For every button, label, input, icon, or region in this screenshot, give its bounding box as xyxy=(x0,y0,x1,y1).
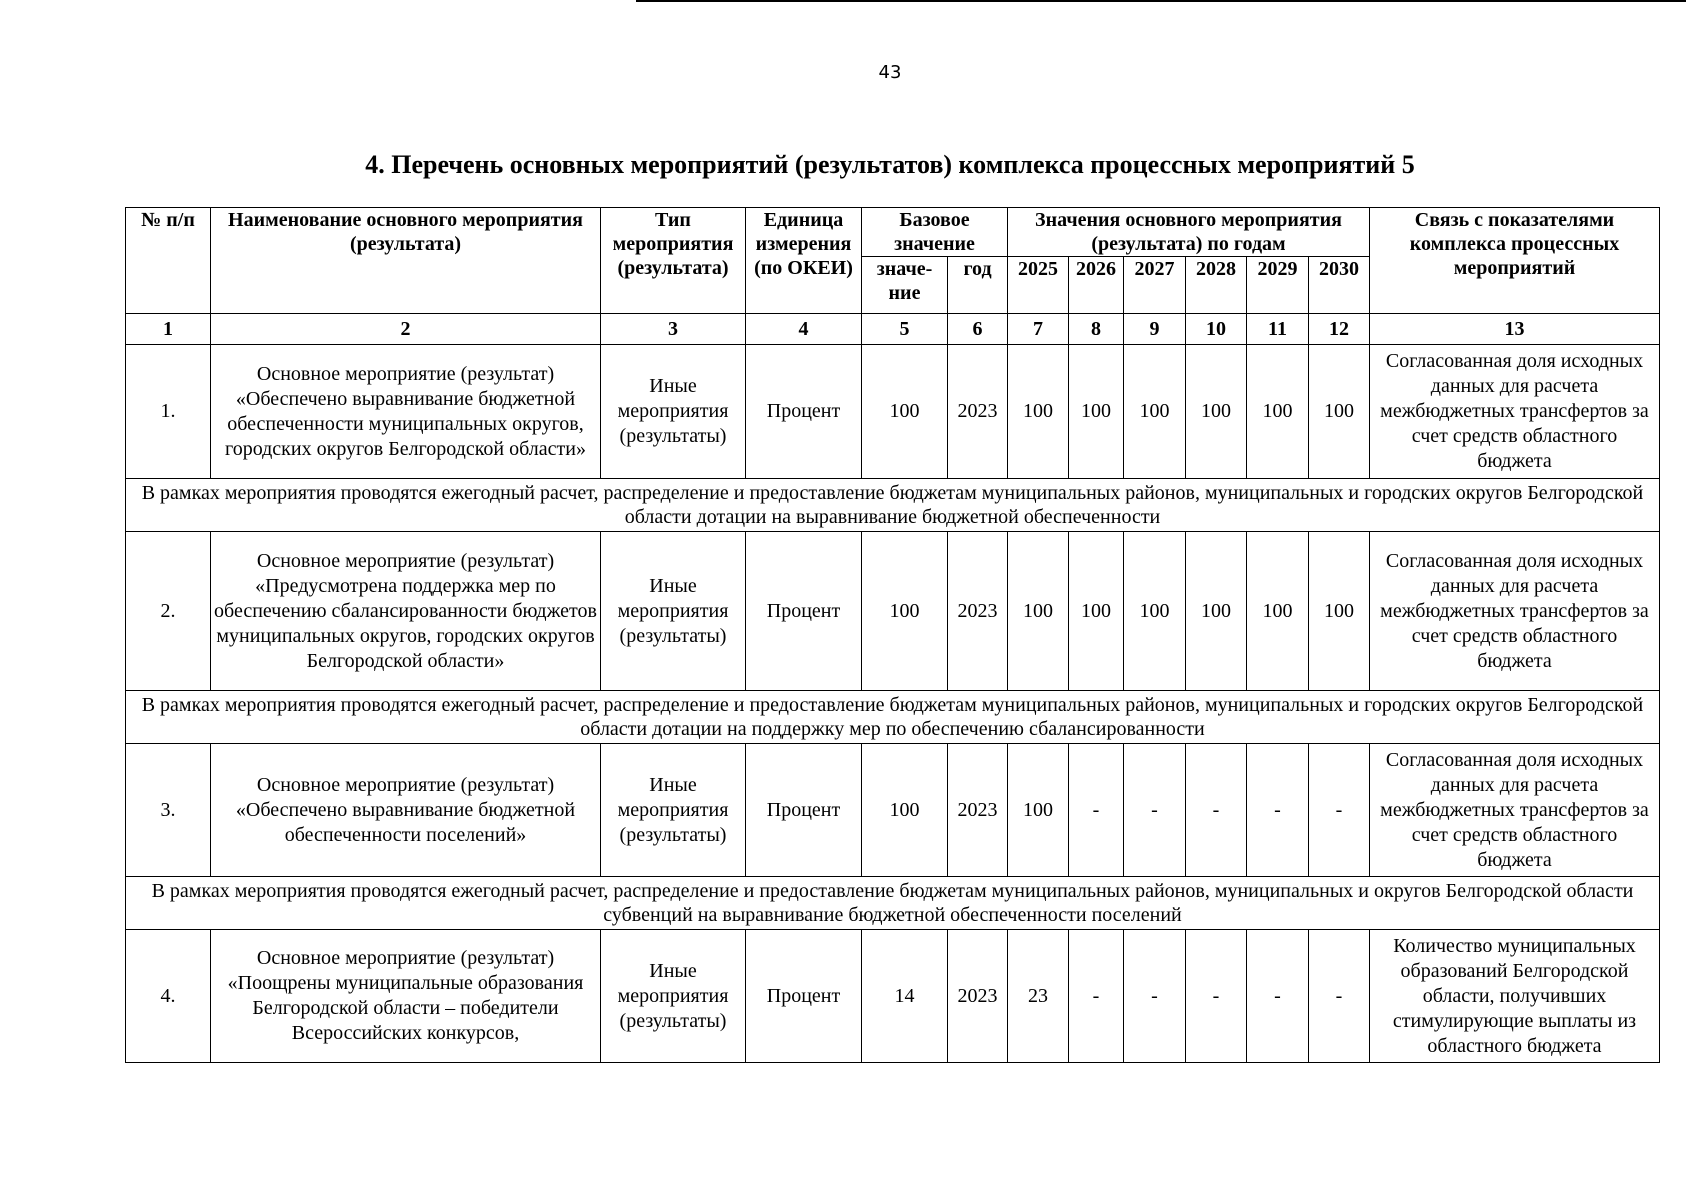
row-base-value: 100 xyxy=(862,345,948,479)
column-number: 9 xyxy=(1124,314,1186,345)
row-value-2028: 100 xyxy=(1186,345,1247,479)
header-year-2026: 2026 xyxy=(1069,257,1124,314)
header-name: Наименование основного мероприятия (результата) xyxy=(211,208,601,314)
header-values-by-year: Значения основного мероприятия (результата) по годам xyxy=(1008,208,1370,257)
row-value-2025: 23 xyxy=(1008,930,1069,1063)
row-type: Иные мероприятия (результаты) xyxy=(601,532,746,691)
row-description: В рамках мероприятия проводятся ежегодный расчет, распределение и предоставление бюджетам муниципальных районов, муниципальных и городских округов Белгородской области дотации на поддержку мер по обеспечению сбалансированности xyxy=(126,691,1660,744)
row-value-2026: - xyxy=(1069,744,1124,877)
row-type: Иные мероприятия (результаты) xyxy=(601,930,746,1063)
row-base-value: 100 xyxy=(862,532,948,691)
row-value-2025: 100 xyxy=(1008,744,1069,877)
column-number: 12 xyxy=(1309,314,1370,345)
column-number: 3 xyxy=(601,314,746,345)
row-value-2027: 100 xyxy=(1124,345,1186,479)
row-value-2030: 100 xyxy=(1309,532,1370,691)
row-value-2030: 100 xyxy=(1309,345,1370,479)
row-value-2030: - xyxy=(1309,930,1370,1063)
header-base-value: значе-ние xyxy=(862,257,948,314)
row-value-2026: 100 xyxy=(1069,345,1124,479)
row-value-2026: 100 xyxy=(1069,532,1124,691)
row-link: Согласованная доля исходных данных для расчета межбюджетных трансфертов за счет средств областного бюджета xyxy=(1370,532,1660,691)
row-num: 3. xyxy=(126,744,211,877)
top-rule xyxy=(636,0,1686,2)
column-number: 7 xyxy=(1008,314,1069,345)
row-type: Иные мероприятия (результаты) xyxy=(601,345,746,479)
row-base-year: 2023 xyxy=(948,532,1008,691)
description-row xyxy=(126,479,1660,532)
header-num: № п/п xyxy=(126,208,211,314)
row-value-2028: - xyxy=(1186,930,1247,1063)
row-unit: Процент xyxy=(746,345,862,479)
row-name: Основное мероприятие (результат) «Предусмотрена поддержка мер по обеспечению сбалансированности бюджетов муниципальных округов, городских округов Белгородской области» xyxy=(211,532,601,691)
row-base-value: 100 xyxy=(862,744,948,877)
row-value-2028: 100 xyxy=(1186,532,1247,691)
header-base-year: год xyxy=(948,257,1008,314)
table-row xyxy=(126,930,1660,1063)
column-number: 2 xyxy=(211,314,601,345)
column-number: 5 xyxy=(862,314,948,345)
row-value-2030: - xyxy=(1309,744,1370,877)
row-base-year: 2023 xyxy=(948,345,1008,479)
row-description: В рамках мероприятия проводятся ежегодный расчет, распределение и предоставление бюджетам муниципальных районов, муниципальных и городских округов Белгородской области дотации на выравнивание бюджетной обеспеченности xyxy=(126,479,1660,532)
header-base: Базовое значение xyxy=(862,208,1008,257)
row-name: Основное мероприятие (результат) «Обеспечено выравнивание бюджетной обеспеченности поселений» xyxy=(211,744,601,877)
header-year-2030: 2030 xyxy=(1309,257,1370,314)
table-row xyxy=(126,744,1660,877)
row-value-2027: 100 xyxy=(1124,532,1186,691)
column-number: 8 xyxy=(1069,314,1124,345)
row-num: 1. xyxy=(126,345,211,479)
measures-table xyxy=(125,207,1660,1063)
column-number: 1 xyxy=(126,314,211,345)
row-base-value: 14 xyxy=(862,930,948,1063)
row-base-year: 2023 xyxy=(948,930,1008,1063)
column-number-row xyxy=(126,314,1660,345)
row-link: Согласованная доля исходных данных для расчета межбюджетных трансфертов за счет средств областного бюджета xyxy=(1370,345,1660,479)
row-value-2027: - xyxy=(1124,930,1186,1063)
header-unit: Единица измерения (по ОКЕИ) xyxy=(746,208,862,314)
row-value-2027: - xyxy=(1124,744,1186,877)
column-number: 4 xyxy=(746,314,862,345)
table-row xyxy=(126,532,1660,691)
row-description: В рамках мероприятия проводятся ежегодный расчет, распределение и предоставление бюджетам муниципальных районов, муниципальных и округов Белгородской области субвенций на выравнивание бюджетной обеспеченности поселений xyxy=(126,877,1660,930)
description-row xyxy=(126,877,1660,930)
header-type: Тип мероприятия (результата) xyxy=(601,208,746,314)
row-unit: Процент xyxy=(746,532,862,691)
header-row xyxy=(126,208,1660,257)
row-value-2029: 100 xyxy=(1247,345,1309,479)
column-number: 11 xyxy=(1247,314,1309,345)
row-name: Основное мероприятие (результат) «Обеспечено выравнивание бюджетной обеспеченности муниципальных округов, городских округов Белгородской области» xyxy=(211,345,601,479)
column-number: 13 xyxy=(1370,314,1660,345)
row-type: Иные мероприятия (результаты) xyxy=(601,744,746,877)
page-title: 4. Перечень основных мероприятий (результатов) комплекса процессных мероприятий 5 xyxy=(365,150,1415,179)
row-link: Согласованная доля исходных данных для расчета межбюджетных трансфертов за счет средств областного бюджета xyxy=(1370,744,1660,877)
table-row xyxy=(126,345,1660,479)
row-num: 2. xyxy=(126,532,211,691)
row-unit: Процент xyxy=(746,930,862,1063)
row-base-year: 2023 xyxy=(948,744,1008,877)
header-year-2028: 2028 xyxy=(1186,257,1247,314)
row-value-2025: 100 xyxy=(1008,532,1069,691)
page-number: 43 xyxy=(878,62,902,83)
column-number: 10 xyxy=(1186,314,1247,345)
row-unit: Процент xyxy=(746,744,862,877)
row-value-2029: 100 xyxy=(1247,532,1309,691)
row-value-2028: - xyxy=(1186,744,1247,877)
header-year-2025: 2025 xyxy=(1008,257,1069,314)
row-value-2026: - xyxy=(1069,930,1124,1063)
header-link: Связь с показателями комплекса процессных мероприятий xyxy=(1370,208,1660,314)
row-name: Основное мероприятие (результат) «Поощрены муниципальные образования Белгородской области – победители Всероссийских конкурсов, xyxy=(211,930,601,1063)
column-number: 6 xyxy=(948,314,1008,345)
row-value-2029: - xyxy=(1247,930,1309,1063)
row-num: 4. xyxy=(126,930,211,1063)
description-row xyxy=(126,691,1660,744)
header-year-2029: 2029 xyxy=(1247,257,1309,314)
row-value-2025: 100 xyxy=(1008,345,1069,479)
row-value-2029: - xyxy=(1247,744,1309,877)
row-link: Количество муниципальных образований Белгородской области, получивших стимулирующие выплаты из областного бюджета xyxy=(1370,930,1660,1063)
header-year-2027: 2027 xyxy=(1124,257,1186,314)
